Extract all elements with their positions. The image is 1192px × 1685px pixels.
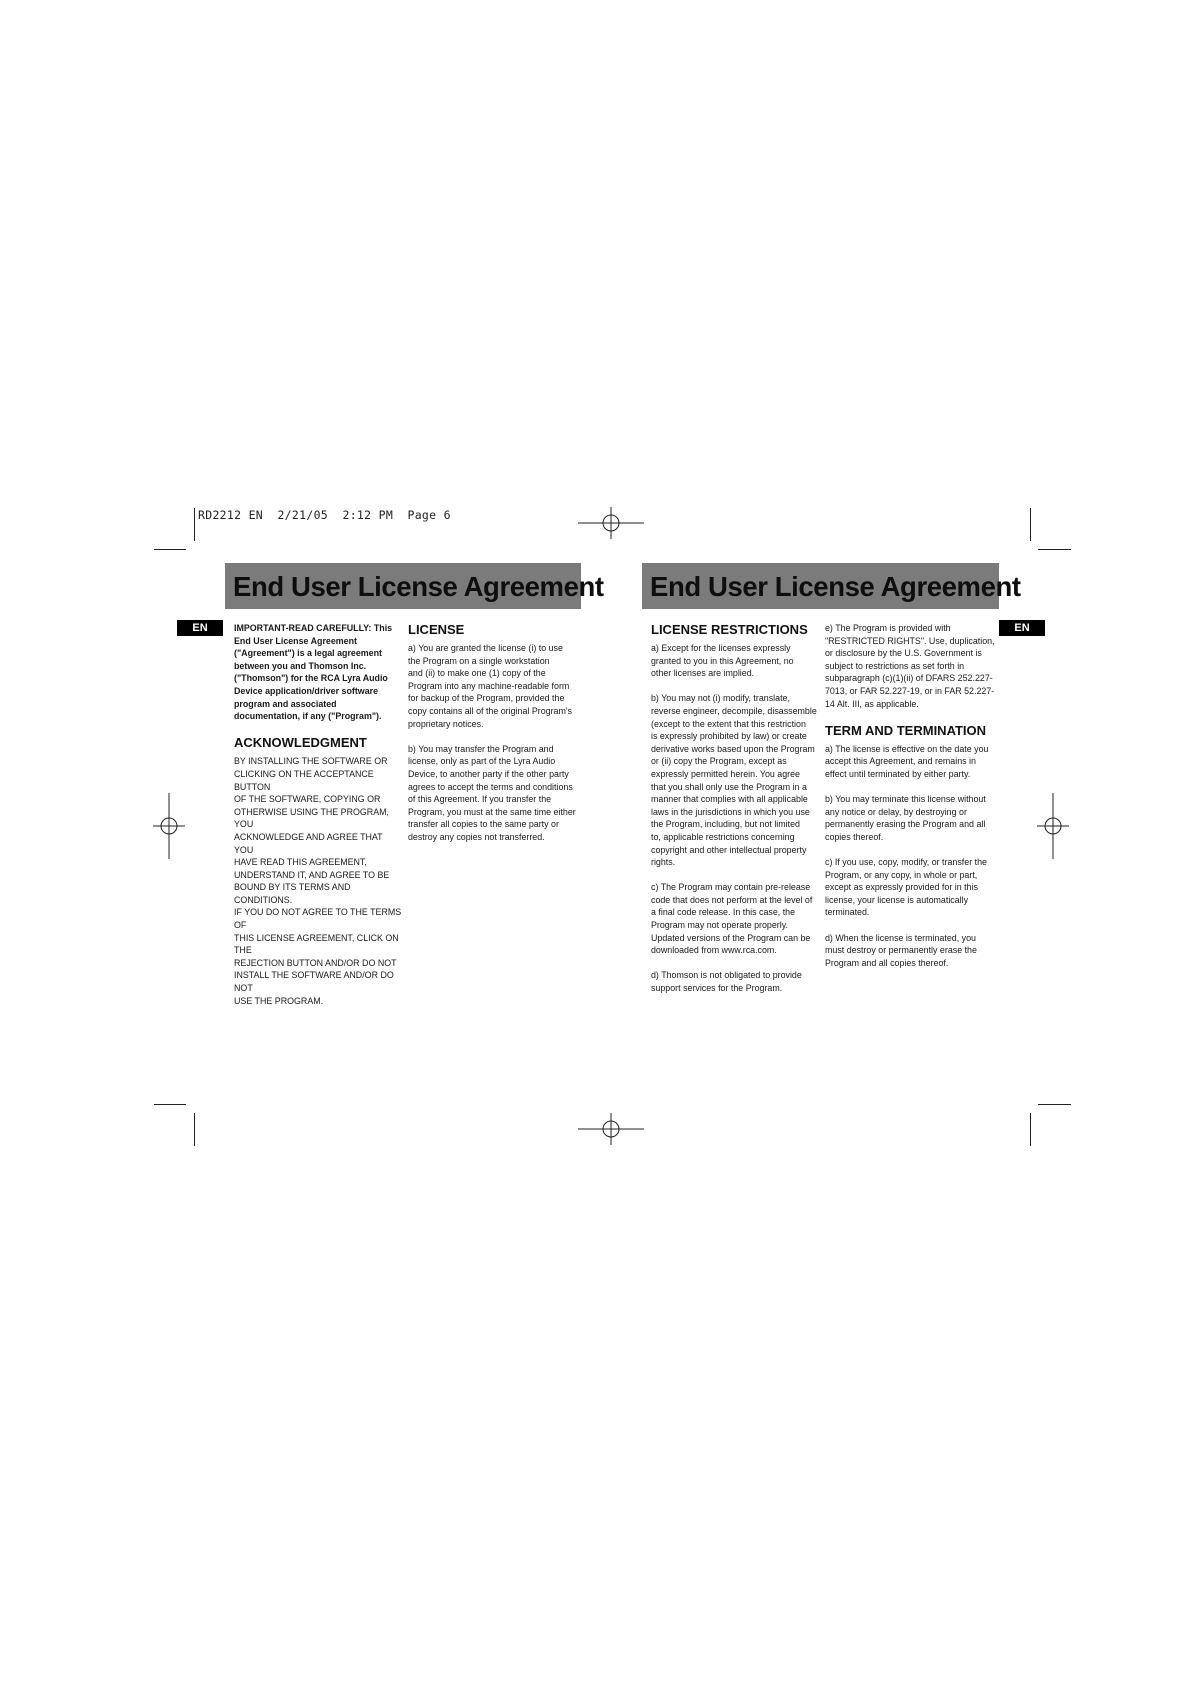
license-heading: LICENSE	[408, 622, 465, 637]
term-c: c) If you use, copy, modify, or transfer the Program, or any copy, in whole or part, except as expressly provided for in this license, your license is automatically terminated.	[825, 857, 987, 918]
term-d: d) When the license is terminated, you must destroy or permanently erase the Program and all copies thereof.	[825, 932, 977, 968]
license-b: b) You may transfer the Program and license, only as part of the Lyra Audio Device, to another party if the other party agrees to accept the terms and conditions of this Agreement. If you transfer the Program, you must at the same time either transfer all copies to the same party or destroy any copies not transferred.	[408, 743, 576, 842]
license-a: a) You are granted the license (i) to use the Program on a single workstation and (ii) to make one (1) copy of the Program into any machine-readable form for backup of the Program, provided the copy contains all of the original Program's proprietary notices.	[408, 643, 572, 729]
print-slug: RD2212 EN 2/21/05 2:12 PM Page 6	[198, 508, 451, 522]
left-column-2	[408, 622, 580, 856]
restriction-d: d) Thomson is not obligated to provide support services for the Program.	[651, 970, 802, 994]
right-column-2	[825, 622, 997, 982]
term-a: a) The license is effective on the date you accept this Agreement, and remains in effect until terminated by either party.	[825, 743, 989, 779]
left-title-banner	[225, 563, 604, 609]
registration-mark-bottom	[578, 1113, 644, 1145]
registration-mark-right	[1037, 793, 1069, 859]
right-page-title: End User License Agreement	[650, 571, 1021, 602]
registration-mark-top	[578, 507, 644, 539]
registration-mark-left	[153, 793, 185, 859]
left-column-1	[234, 622, 402, 1020]
term-b: b) You may terminate this license without any notice or delay, by destroying or permanently erasing the Program and all copies thereof.	[825, 794, 986, 842]
restriction-e: e) The Program is provided with "RESTRICTED RIGHTS". Use, duplication, or disclosure by the U.S. Government is subject to restrictions as set forth in subparagraph (c)(1)(ii) of DFARS 252.227- 7013, or FAR 52.227-19, or in FAR 52.227- 14 Alt. III, as applicable.	[825, 623, 995, 709]
right-title-banner	[642, 563, 1021, 609]
left-page-title: End User License Agreement	[233, 571, 604, 602]
left-language-tab: EN	[177, 620, 223, 636]
acknowledgment-heading: ACKNOWLEDGMENT	[234, 735, 367, 751]
license-restrictions-heading: LICENSE RESTRICTIONS	[651, 622, 808, 637]
restriction-b: b) You may not (i) modify, translate, reverse engineer, decompile, disassemble (except to the extent that this restriction is expressly prohibited by law) or create derivative works based upon the Program or (ii) copy the Program, except as expressly permitted herein. You agree that you shall only use the Program in a manner that complies with all applicable laws in the jurisdictions in which you use the Program, including, but not limited to, applicable restrictions concerning copyright and other intellectual property rights.	[651, 693, 817, 868]
term-termination-heading: TERM AND TERMINATION	[825, 722, 987, 738]
restriction-c: c) The Program may contain pre-release code that does not perform at the level of a final code release. In this case, the Program may not operate properly. Updated versions of the Program can be downloaded from www.rca.com.	[651, 882, 813, 956]
right-language-tab: EN	[999, 620, 1045, 636]
restriction-a: a) Except for the licenses expressly granted to you in this Agreement, no other licenses are implied.	[651, 643, 794, 679]
intro-notice: IMPORTANT-READ CAREFULLY: This End User License Agreement ("Agreement") is a legal agreement between you and Thomson Inc. ("Thomson") for the RCA Lyra Audio Device application/driver software program and associated documentation, if any ("Program").	[234, 623, 393, 722]
right-column-1	[651, 622, 823, 1007]
acknowledgment-text: BY INSTALLING THE SOFTWARE OR CLICKING ON THE ACCEPTANCE BUTTON OF THE SOFTWARE, COPYING OR OTHERWISE USING THE PROGRAM, YOU ACKNOWLEDGE AND AGREE THAT YOU HAVE READ THIS AGREEMENT, UNDERSTAND IT, AND AGREE TO BE BOUND BY ITS TERMS AND CONDITIONS. IF YOU DO NOT AGREE TO THE TERMS OF THIS LICENSE AGREEMENT, CLICK ON THE REJECTION BUTTON AND/OR DO NOT INSTALL THE SOFTWARE AND/OR DO NOT USE THE PROGRAM.	[234, 756, 402, 1006]
